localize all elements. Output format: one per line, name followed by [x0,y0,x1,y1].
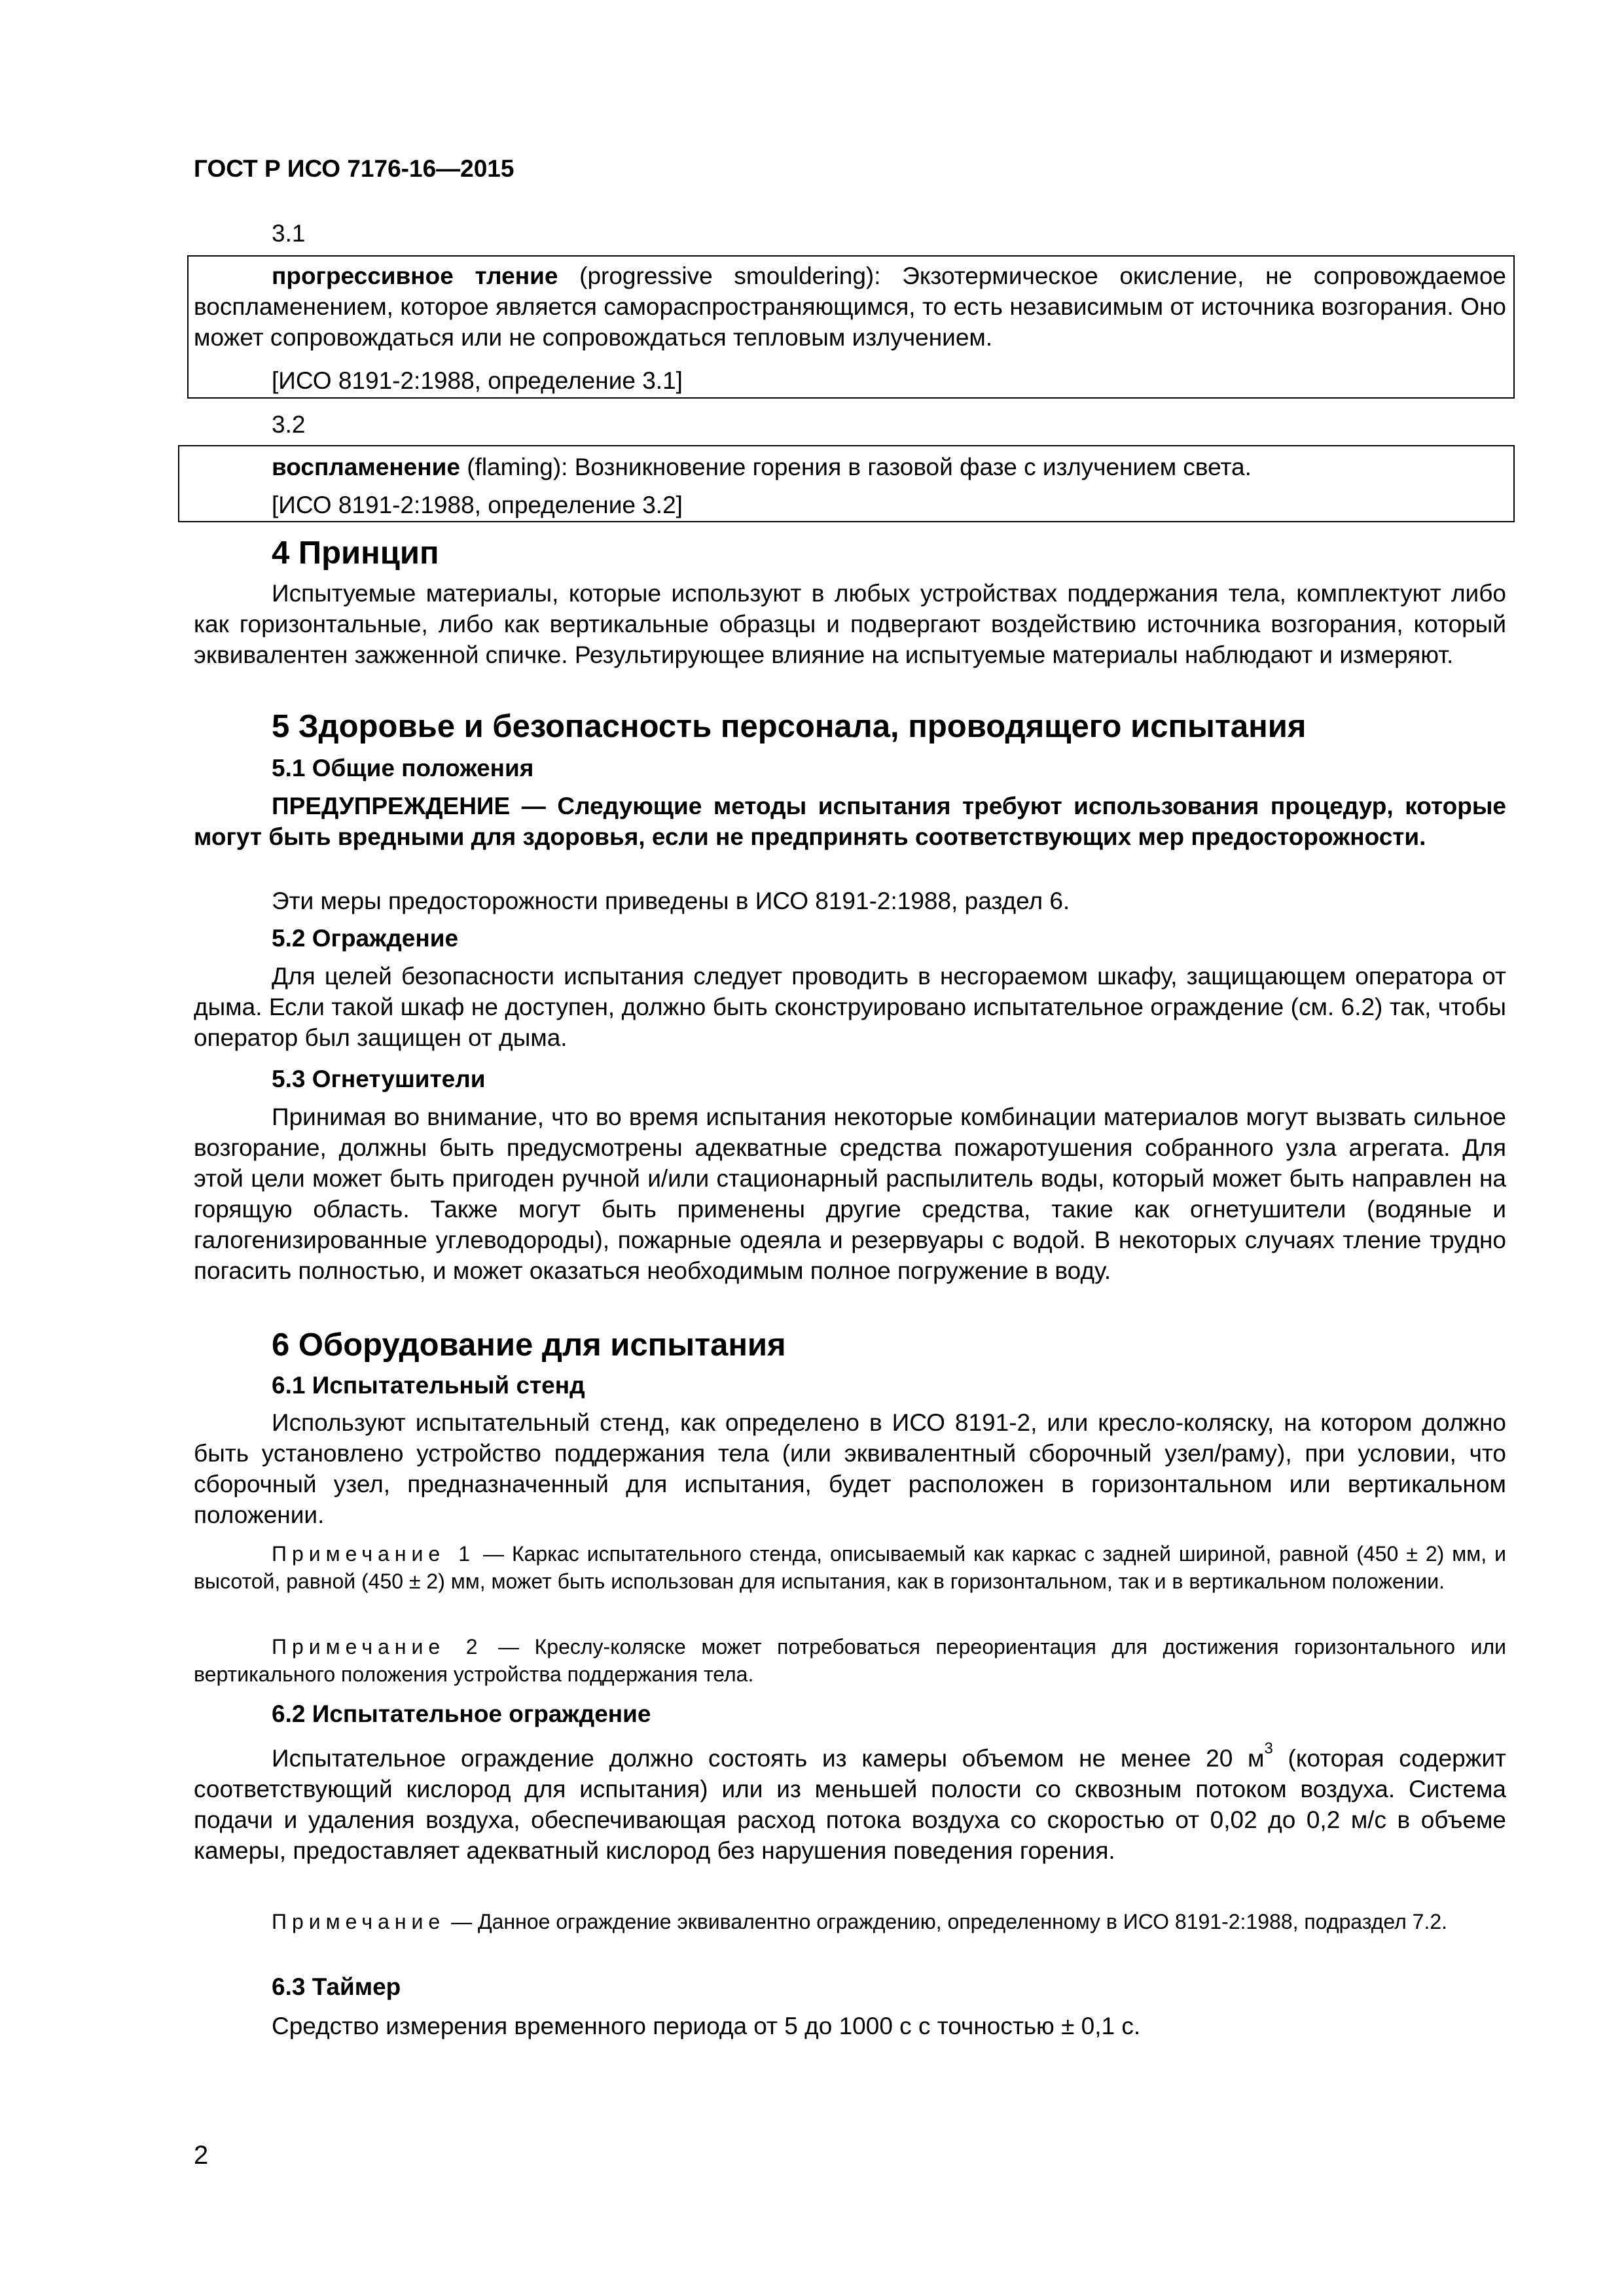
note-text: — Креслу-коляске может потребоваться переориентация для достижения горизонтального или вертикального положения устройства поддержания тела. [194,1635,1507,1686]
document-header: ГОСТ Р ИСО 7176-16—2015 [194,155,514,182]
paragraph-text: (которая содержит соответствующий кислород для испытания) или из меньшей полости со сквозным потоком воздуха. Система подачи и удаления воздуха, обеспечивающая расход потока воздуха со скоростью от 0,02 до 0,2 м/с в объеме камеры, предоставляет адекватный кислород без нарушения поведения горения. [194,1745,1507,1864]
subsection-heading: 5.2 Ограждение [272,925,459,952]
section-heading: 5 Здоровье и безопасность персонала, проводящего испытания [272,709,1307,744]
note-text: — Данное ограждение эквивалентно ограждению, определенному в ИСО 8191-2:1988, подраздел 7.2. [445,1910,1448,1933]
subsection-heading: 5.3 Огнетушители [272,1066,486,1092]
term-number: 3.2 [272,411,306,438]
note-label: Примечание [272,1910,446,1933]
paragraph-text: Испытательное ограждение должно состоять из камеры объемом не менее 20 м [272,1745,1265,1772]
paragraph: Принимая во внимание, что во время испытания некоторые комбинации материалов могут вызвать сильное возгорание, должны быть предусмотрены адекватные средства пожаротушения собранного узла агрегата. Для этой цели может быть пригоден ручной и/или стационарный распылитель воды, который может быть направлен на горящую область. Также могут быть применены другие средства, такие как огнетушители (водяные и галогенизированные углеводороды), пожарные одеяла и резервуары с водой. В некоторых случаях тление трудно погасить полностью, и может оказаться необходимым полное погружение в воду. [194,1103,1506,1284]
term-name: воспламенение [272,454,460,480]
term-text: (progressive smouldering): Экзотермическое окисление, не сопровождаемое воспламенением, которое является самораспространяющимся, то есть независимым от источника возгорания. Оно может сопровождаться или не сопровождаться тепловым излучением. [194,262,1506,351]
note [194,1633,1506,1688]
warning-paragraph: ПРЕДУПРЕЖДЕНИЕ — Следующие методы испытания требуют использования процедур, которые могут быть вредными для здоровья, если не предпринять соответствующих мер предосторожности. [194,793,1506,850]
section-heading: 4 Принцип [272,535,439,571]
term-text: (flaming): Возникновение горения в газовой фазе с излучением света. [460,454,1252,480]
section-heading: 6 Оборудование для испытания [272,1327,786,1363]
paragraph: Испытуемые материалы, которые используют в любых устройствах поддержания тела, комплектуют либо как горизонтальные, либо как вертикальные образцы и подвергают воздействию источника возгорания, который эквивалентен зажженной спичке. Результирующее влияние на испытуемые материалы наблюдают и измеряют. [194,580,1506,668]
term-name: прогрессивное тление [272,262,558,289]
paragraph: Используют испытательный стенд, как определено в ИСО 8191-2, или кресло-коляску, на котором должно быть установлено устройство поддержания тела (или эквивалентный сборочный узел/раму), при условии, что сборочный узел, предназначенный для испытания, будет расположен в горизонтальном или вертикальном положении. [194,1409,1506,1528]
subsection-heading: 5.1 Общие положения [272,755,534,781]
subsection-heading: 6.3 Таймер [272,1973,401,2000]
subsection-heading: 6.2 Испытательное ограждение [272,1700,651,1727]
note-text: — Каркас испытательного стенда, описываемый как каркас с задней шириной, равной (450 ± 2) мм, и высотой, равной (450 ± 2) мм, может быть использован для испытания, как в горизонтальном, так и в вертикальном положении. [194,1542,1507,1593]
term-definition [194,452,1506,482]
term-number: 3.1 [272,220,306,247]
note-label: Примечание 2 [272,1635,483,1659]
superscript: 3 [1264,1740,1273,1757]
paragraph [194,1740,1507,1866]
subsection-heading: 6.1 Испытательный стенд [272,1372,585,1399]
term-source: [ИСО 8191-2:1988, определение 3.1] [272,367,683,394]
note [194,1540,1506,1595]
term-source: [ИСО 8191-2:1988, определение 3.2] [272,492,683,518]
paragraph: Для целей безопасности испытания следует проводить в несгораемом шкафу, защищающем оператора от дыма. Если такой шкаф не доступен, должно быть сконструировано испытательное ограждение (см. 6.2) так, чтобы оператор был защищен от дыма. [194,963,1506,1051]
page-number: 2 [194,2141,209,2170]
note-label: Примечание 1 [272,1542,476,1566]
paragraph: Эти меры предосторожности приведены в ИСО 8191-2:1988, раздел 6. [272,888,1070,914]
paragraph: Средство измерения временного периода от 5 до 1000 с с точностью ± 0,1 с. [272,2013,1141,2039]
note [194,1908,1506,1935]
term-definition [194,260,1506,353]
